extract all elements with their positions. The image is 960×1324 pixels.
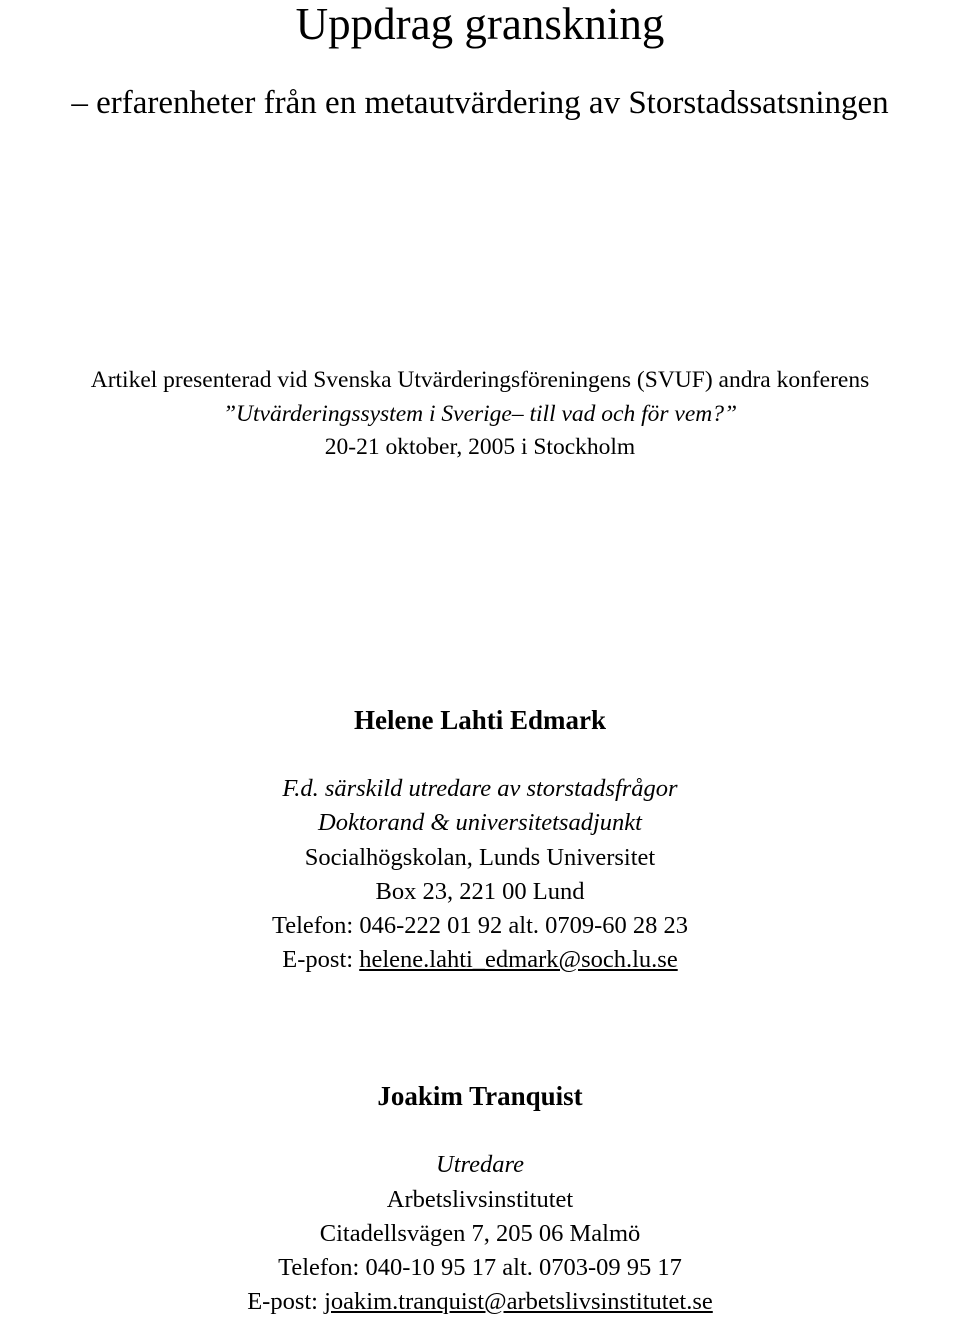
author-email-link[interactable]: joakim.tranquist@arbetslivsinstitutet.se <box>324 1288 713 1315</box>
author-institution: Arbetslivsinstitutet <box>386 1186 574 1213</box>
author-institution: Socialhögskolan, Lunds Universitet <box>304 844 656 871</box>
author-address: Box 23, 221 00 Lund <box>375 878 585 905</box>
conference-line-1: Artikel presenterad vid Svenska Utvärderingsföreningens (SVUF) andra konferens <box>90 367 870 393</box>
author-role: F.d. särskild utredare av storstadsfrågor <box>282 775 678 802</box>
author-role-secondary: Doktorand & universitetsadjunkt <box>318 809 642 836</box>
author-email-link[interactable]: helene.lahti_edmark@soch.lu.se <box>359 946 678 973</box>
author-name: Helene Lahti Edmark <box>353 705 606 735</box>
email-label: E-post: <box>247 1288 325 1315</box>
author-phone: Telefon: 046-222 01 92 alt. 0709-60 28 23 <box>271 912 689 939</box>
author-email-line <box>0 948 960 973</box>
email-label: E-post: <box>282 946 360 973</box>
author-email-line <box>0 1290 960 1315</box>
author-address: Citadellsvägen 7, 205 06 Malmö <box>319 1220 641 1247</box>
conference-date: 20-21 oktober, 2005 i Stockholm <box>324 434 636 460</box>
conference-theme: ”Utvärderingssystem i Sverige– till vad och för vem?” <box>222 401 738 427</box>
author-phone: Telefon: 040-10 95 17 alt. 0703-09 95 17 <box>278 1254 682 1281</box>
author-name: Joakim Tranquist <box>377 1081 583 1111</box>
document-subtitle: – erfarenheter från en metautvärdering av Storstadssatsningen <box>71 85 889 121</box>
document-title: Uppdrag granskning <box>295 0 665 49</box>
author-role: Utredare <box>436 1151 524 1178</box>
